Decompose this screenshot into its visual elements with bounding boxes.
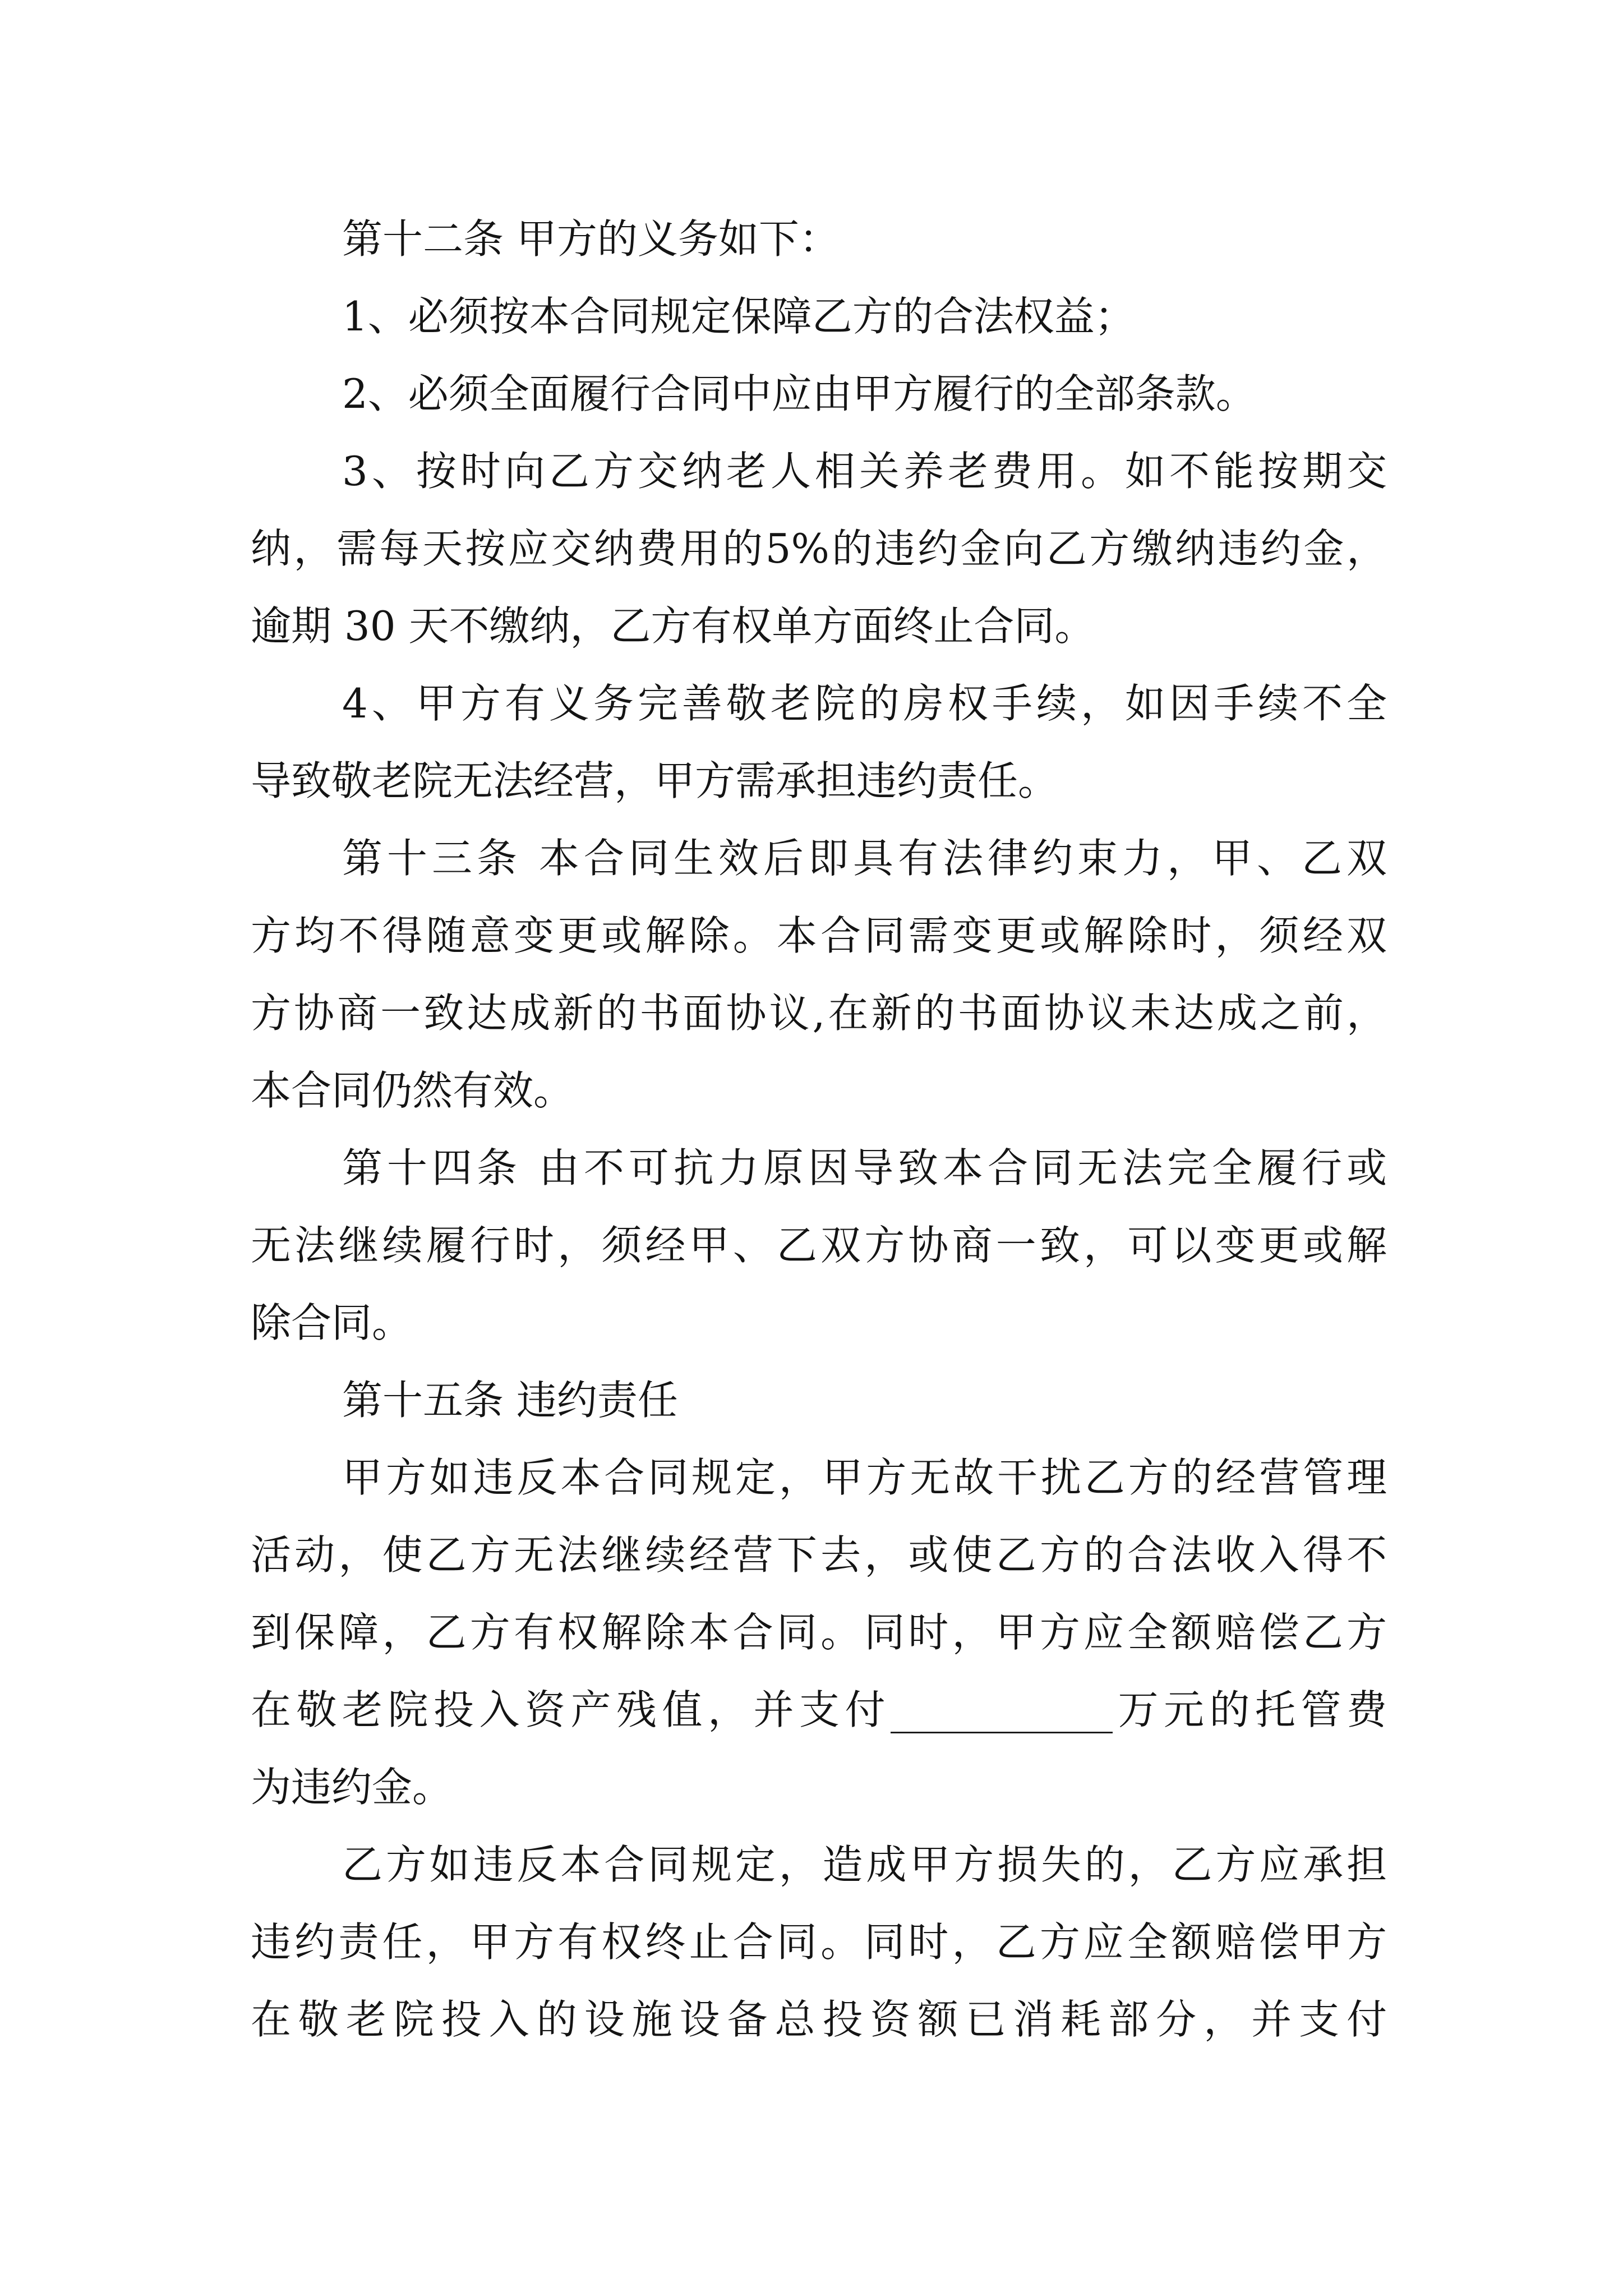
text-line: 除合同。 (251, 1299, 413, 1346)
clause-13-paragraph (251, 820, 1387, 1129)
clause-12-item-1 (251, 278, 1387, 355)
party-b-liability-paragraph (251, 1826, 1387, 2058)
text-line: 为违约金。 (251, 1764, 453, 1811)
text-line: 第十五条 违约责任 (342, 1377, 678, 1424)
text-line: 无法继续履行时，须经甲、乙双方协商一致，可以变更或解 (251, 1222, 1387, 1269)
text-line: 纳，需每天按应交纳费用的5%的违约金向乙方缴纳违约金， (251, 525, 1387, 572)
text-line: 活动，使乙方无法继续经营下去，或使乙方的合法收入得不 (251, 1531, 1387, 1579)
text-line: 导致敬老院无法经营，甲方需承担违约责任。 (251, 757, 1059, 804)
text-line: 逾期 30 天不缴纳，乙方有权单方面终止合同。 (251, 602, 1095, 650)
text-line: 2、必须全面履行合同中应由甲方履行的全部条款。 (342, 370, 1256, 417)
text-line: 方协商一致达成新的书面协议,在新的书面协议未达成之前， (251, 990, 1387, 1037)
clause-14-paragraph (251, 1129, 1387, 1361)
text-line: 1、必须按本合同规定保障乙方的合法权益； (342, 293, 1135, 340)
document-body (251, 200, 1387, 2058)
clause-15-heading (251, 1361, 1387, 1439)
text-line: 本合同仍然有效。 (251, 1067, 574, 1114)
clause-12-heading (251, 200, 1387, 278)
text-line: 违约责任，甲方有权终止合同。同时，乙方应全额赔偿甲方 (251, 1918, 1387, 1966)
clause-12-item-3 (251, 432, 1387, 665)
party-a-liability-paragraph (251, 1439, 1387, 1826)
text-line-with-blank: 在敬老院投入资产残值，并支付___________万元的托管费 (251, 1686, 1387, 1733)
text-line: 第十三条 本合同生效后即具有法律约束力，甲、乙双 (342, 835, 1387, 882)
text-line: 乙方如违反本合同规定，造成甲方损失的，乙方应承担 (342, 1841, 1387, 1888)
clause-12-item-4 (251, 665, 1387, 820)
text-line: 甲方如违反本合同规定，甲方无故干扰乙方的经营管理 (342, 1454, 1387, 1501)
text-line: 到保障，乙方有权解除本合同。同时，甲方应全额赔偿乙方 (251, 1609, 1387, 1656)
text-line: 在敬老院投入的设施设备总投资额已消耗部分，并支付 (251, 1996, 1387, 2043)
text-line: 第十四条 由不可抗力原因导致本合同无法完全履行或 (342, 1144, 1387, 1191)
text-line: 3、按时向乙方交纳老人相关养老费用。如不能按期交 (342, 448, 1387, 495)
text-line: 方均不得随意变更或解除。本合同需变更或解除时，须经双 (251, 912, 1387, 959)
clause-12-item-2 (251, 355, 1387, 432)
text-line: 第十二条 甲方的义务如下： (342, 215, 840, 263)
text-line: 4、甲方有义务完善敬老院的房权手续，如因手续不全 (342, 680, 1387, 727)
